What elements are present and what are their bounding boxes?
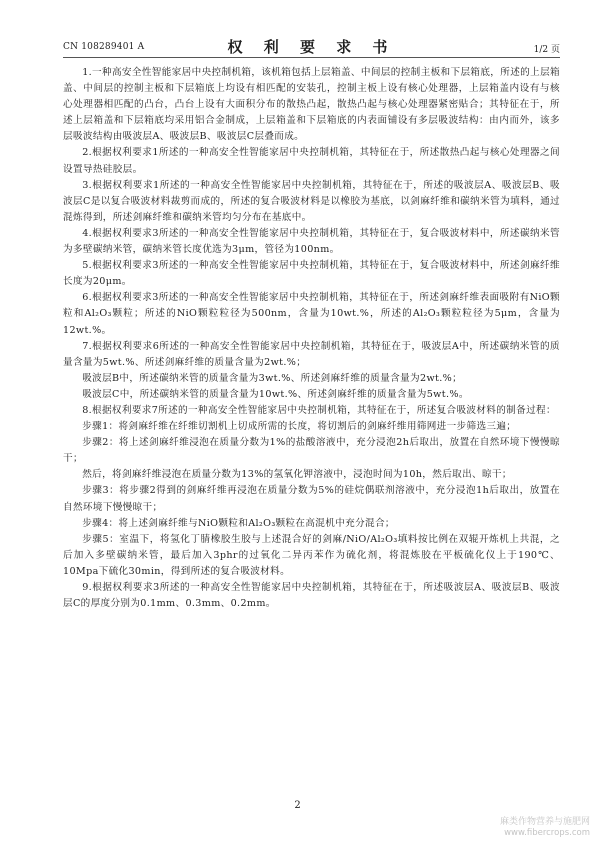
header-divider <box>63 57 560 58</box>
document-title: 权 利 要 求 书 <box>227 38 396 56</box>
claim-8-step-1: 步骤1：将剑麻纤维在纤维切割机上切成所需的长度，将切割后的剑麻纤维用筛网进一步筛选三遍； <box>82 421 517 433</box>
watermark-site-name: 麻类作物营养与施肥网 <box>499 817 590 827</box>
claim-4: 4.根据权利要求3所述的一种高安全性智能家居中央控制机箱，其特征在于，复合吸波材料中，所述碳纳米管为多壁碳纳米管，碳纳米管长度优选为3μm，管径为100nm。 <box>63 227 560 256</box>
claim-1: 1.一种高安全性智能家居中央控制机箱，该机箱包括上层箱盖、中间层的控制主板和下层箱底，所述的上层箱盖、中间层的控制主板和下层箱底上均设有相匹配的安装孔，控制主板上设有核心处理器，上层箱盖内设有与核心处理器相匹配的凸台，凸台上设有大面积分布的散热凸起，散热凸起与核心处理器紧密贴合；其特征在于，所述上层箱盖和下层箱底均采用铝合金制成，上层箱盖和下层箱底的内表面铺设有多层吸波结构：由内而外，该多层吸波结构由吸波层A、吸波层B、吸波层C层叠而成。 <box>63 67 560 143</box>
claim-3: 3.根据权利要求1所述的一种高安全性智能家居中央控制机箱，其特征在于，所述的吸波层A、吸波层B、吸波层C是以复合吸波材料裁剪而成的，所述的复合吸波材料是以橡胶为基底，以剑麻纤维和碳纳米管为填料，通过混炼得到，所述剑麻纤维和碳纳米管均匀分布在基底中。 <box>63 179 560 223</box>
page-number: 2 <box>294 800 301 811</box>
claim-7-layer-b: 吸波层B中，所述碳纳米管的质量含量为3wt.%、所述剑麻纤维的质量含量为2wt.%； <box>82 372 463 384</box>
claim-8-step-4: 步骤4：将上述剑麻纤维与NiO颗粒和Al₂O₃颗粒在高混机中充分混合； <box>82 517 395 529</box>
claim-7: 7.根据权利要求6所述的一种高安全性智能家居中央控制机箱，其特征在于，吸波层A中，所述碳纳米管的质量含量为5wt.%、所述剑麻纤维的质量含量为2wt.%； <box>63 340 560 368</box>
claim-8-step-5: 步骤5：室温下，将氢化丁腈橡胶生胶与上述混合好的剑麻/NiO/Al₂O₃填料按比例在双辊开炼机上共混，之后加入多壁碳纳米管，最后加入3phr的过氧化二异丙苯作为硫化剂，将混炼胶在平板硫化仪上于190℃、10Mpa下硫化30min，得到所述的复合吸波材料。 <box>63 533 560 577</box>
claim-8-step-3: 步骤3：将步骤2得到的剑麻纤维再浸泡在质量分数为5%的硅烷偶联剂溶液中，充分浸泡1h后取出，放置在自然环境下慢慢晾干； <box>63 485 560 513</box>
claim-2: 2.根据权利要求1所述的一种高安全性智能家居中央控制机箱，其特征在于，所述散热凸起与核心处理器之间设置导热硅胶层。 <box>63 147 560 175</box>
claim-7-layer-c: 吸波层C中，所述碳纳米管的质量含量为10wt.%、所述剑麻纤维的质量含量为5wt.%。 <box>82 388 469 400</box>
watermark-url: www.fibercrops.com <box>504 828 590 838</box>
claim-5: 5.根据权利要求3所述的一种高安全性智能家居中央控制机箱，其特征在于，复合吸波材料中，所述剑麻纤维长度为20μm。 <box>63 260 560 288</box>
claim-8-step-2: 步骤2：将上述剑麻纤维浸泡在质量分数为1%的盐酸溶液中，充分浸泡2h后取出，放置在自然环境下慢慢晾干； <box>63 437 560 465</box>
site-watermark <box>500 817 590 839</box>
claims-body <box>63 65 560 612</box>
claim-6: 6.根据权利要求3所述的一种高安全性智能家居中央控制机箱，其特征在于，所述剑麻纤维表面吸附有NiO颗粒和Al₂O₃颗粒；所述的NiO颗粒粒径为500nm，含量为10wt.%，所述的Al₂O₃颗粒粒径为5μm，含量为12wt.%。 <box>63 292 560 336</box>
patent-number: CN 108289401 A <box>63 42 145 52</box>
claim-9: 9.根据权利要求3所述的一种高安全性智能家居中央控制机箱，其特征在于，所述吸波层A、吸波层B、吸波层C的厚度分别为0.1mm、0.3mm、0.2mm。 <box>63 582 560 610</box>
document-header <box>63 36 560 54</box>
claim-8: 8.根据权利要求7所述的一种高安全性智能家居中央控制机箱，其特征在于，所述复合吸波材料的制备过程： <box>82 404 556 416</box>
page-indicator: 1/2 页 <box>533 45 560 55</box>
claim-8-step-2-cont: 然后，将剑麻纤维浸泡在质量分数为13%的氢氧化钾溶液中，浸泡时间为10h，然后取出、晾干； <box>82 469 512 481</box>
